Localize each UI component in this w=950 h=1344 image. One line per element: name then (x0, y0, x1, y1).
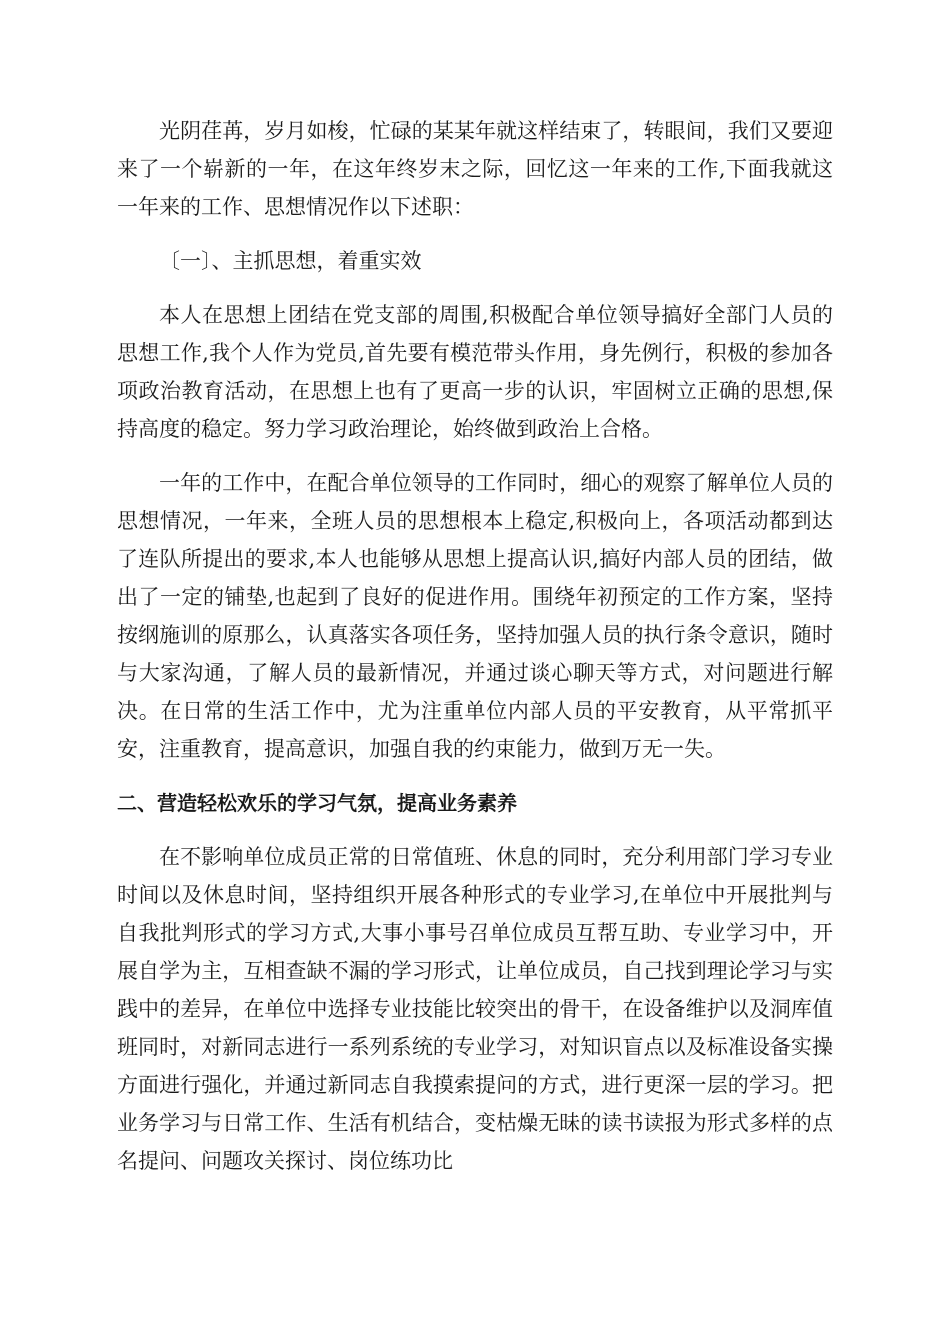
paragraph-thought-work: 本人在思想上团结在党支部的周围,积极配合单位领导搞好全部门人员的思想工作,我个人作为党员,首先要有模范带头作用，身先例行，积极的参加各项政治教育活动，在思想上也有了更高一步的认识，牢固树立正确的思想,保持高度的稳定。努力学习政治理论，始终做到政治上合格。 (117, 303, 833, 441)
subheading-one: 〔一〕、主抓思想，着重实效 (159, 249, 422, 273)
document-body (117, 112, 833, 1196)
paragraph-yearly-work: 一年的工作中，在配合单位领导的工作同时，细心的观察了解单位人员的思想情况，一年来，全班人员的思想根本上稳定,积极向上，各项活动都到达了连队所提出的要求,本人也能够从思想上提高认识,搞好内部人员的团结，做出了一定的铺垫,也起到了良好的促进作用。围绕年初预定的工作方案，坚持按纲施训的原那么，认真落实各项任务，坚持加强人员的执行条令意识，随时与大家沟通，了解人员的最新情况，并通过谈心聊天等方式，对问题进行解决。在日常的生活工作中，尤为注重单位内部人员的平安教育，从平常抓平安，注重教育，提高意识，加强自我的约束能力，做到万无一失。 (117, 471, 833, 761)
section-heading-two: 二、营造轻松欢乐的学习气氛，提高业务素养 (117, 791, 517, 815)
intro-paragraph: 光阴荏苒，岁月如梭，忙碌的某某年就这样结束了，转眼间，我们又要迎来了一个崭新的一年，在这年终岁末之际，回忆这一年来的工作,下面我就这一年来的工作、思想情况作以下述职： (117, 119, 833, 219)
paragraph-study-atmosphere: 在不影响单位成员正常的日常值班、休息的同时，充分利用部门学习专业时间以及休息时间，坚持组织开展各种形式的专业学习,在单位中开展批判与自我批判形式的学习方式,大事小事号召单位成员互帮互助、专业学习中，开展自学为主，互相查缺不漏的学习形式，让单位成员，自己找到理论学习与实践中的差异，在单位中选择专业技能比较突出的骨干，在设备维护以及洞库值班同时，对新同志进行一系列系统的专业学习，对知识盲点以及标准设备实操方面进行强化，并通过新同志自我摸索提问的方式，进行更深一层的学习。把业务学习与日常工作、生活有机结合，变枯燥无昧的读书读报为形式多样的点名提问、问题攻关探讨、岗位练功比 (117, 845, 833, 1173)
